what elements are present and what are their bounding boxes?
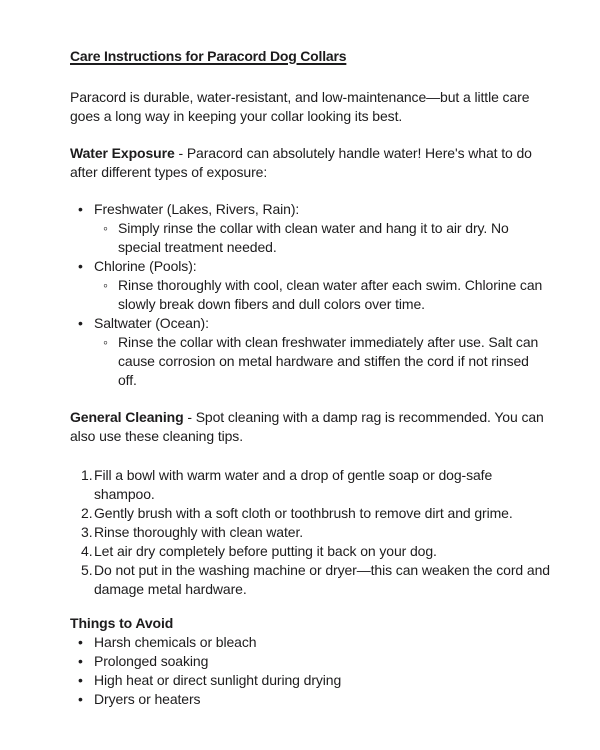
things-to-avoid-heading: Things to Avoid bbox=[70, 615, 174, 631]
list-item: • Prolonged soaking bbox=[70, 652, 550, 671]
water-exposure-paragraph bbox=[70, 144, 550, 182]
general-cleaning-text: - Spot cleaning with a damp rag is recommended. You can also use these cleaning tips. bbox=[70, 409, 544, 444]
sub-list bbox=[94, 276, 550, 314]
list-item: Let air dry completely before putting it back on your dog. bbox=[94, 543, 437, 559]
sub-list bbox=[94, 333, 550, 390]
list-item-detail: ◦ Rinse thoroughly with cool, clean water after each swim. Chlorine can slowly break down fibers and dull colors over time. bbox=[94, 276, 550, 314]
list-item: Gently brush with a soft cloth or toothbrush to remove dirt and grime. bbox=[94, 505, 513, 521]
water-exposure-text: - Paracord can absolutely handle water! Here's what to do after different types of exposure: bbox=[70, 145, 532, 180]
list-item bbox=[70, 314, 550, 390]
sub-list bbox=[94, 219, 550, 257]
water-exposure-heading: Water Exposure bbox=[70, 145, 175, 161]
list-item-label: Freshwater (Lakes, Rivers, Rain): bbox=[94, 201, 300, 217]
things-to-avoid-list bbox=[70, 633, 550, 709]
list-item: • High heat or direct sunlight during drying bbox=[70, 671, 550, 690]
cleaning-steps-list bbox=[70, 466, 550, 599]
list-item bbox=[70, 200, 550, 257]
general-cleaning-paragraph bbox=[70, 408, 550, 446]
intro-paragraph: Paracord is durable, water-resistant, and low-maintenance—but a little care goes a long way in keeping your collar looking its best. bbox=[70, 89, 530, 124]
list-item: • Dryers or heaters bbox=[70, 690, 550, 709]
list-item bbox=[70, 257, 550, 314]
list-item-detail: ◦ Rinse the collar with clean freshwater immediately after use. Salt can cause corrosion on metal hardware and stiffen the cord if not rinsed off. bbox=[94, 333, 550, 390]
page-title: Care Instructions for Paracord Dog Collars bbox=[70, 48, 347, 64]
general-cleaning-heading: General Cleaning bbox=[70, 409, 184, 425]
list-item-detail: ◦ Simply rinse the collar with clean water and hang it to air dry. No special treatment needed. bbox=[94, 219, 550, 257]
list-item: Rinse thoroughly with clean water. bbox=[94, 524, 304, 540]
list-item: Fill a bowl with warm water and a drop of gentle soap or dog-safe shampoo. bbox=[94, 467, 493, 502]
list-item: Do not put in the washing machine or dryer—this can weaken the cord and damage metal hardware. bbox=[94, 562, 550, 597]
list-item-label: Chlorine (Pools): bbox=[94, 258, 197, 274]
list-item: • Harsh chemicals or bleach bbox=[70, 633, 550, 652]
water-exposure-list bbox=[70, 200, 550, 390]
list-item-label: Saltwater (Ocean): bbox=[94, 315, 209, 331]
